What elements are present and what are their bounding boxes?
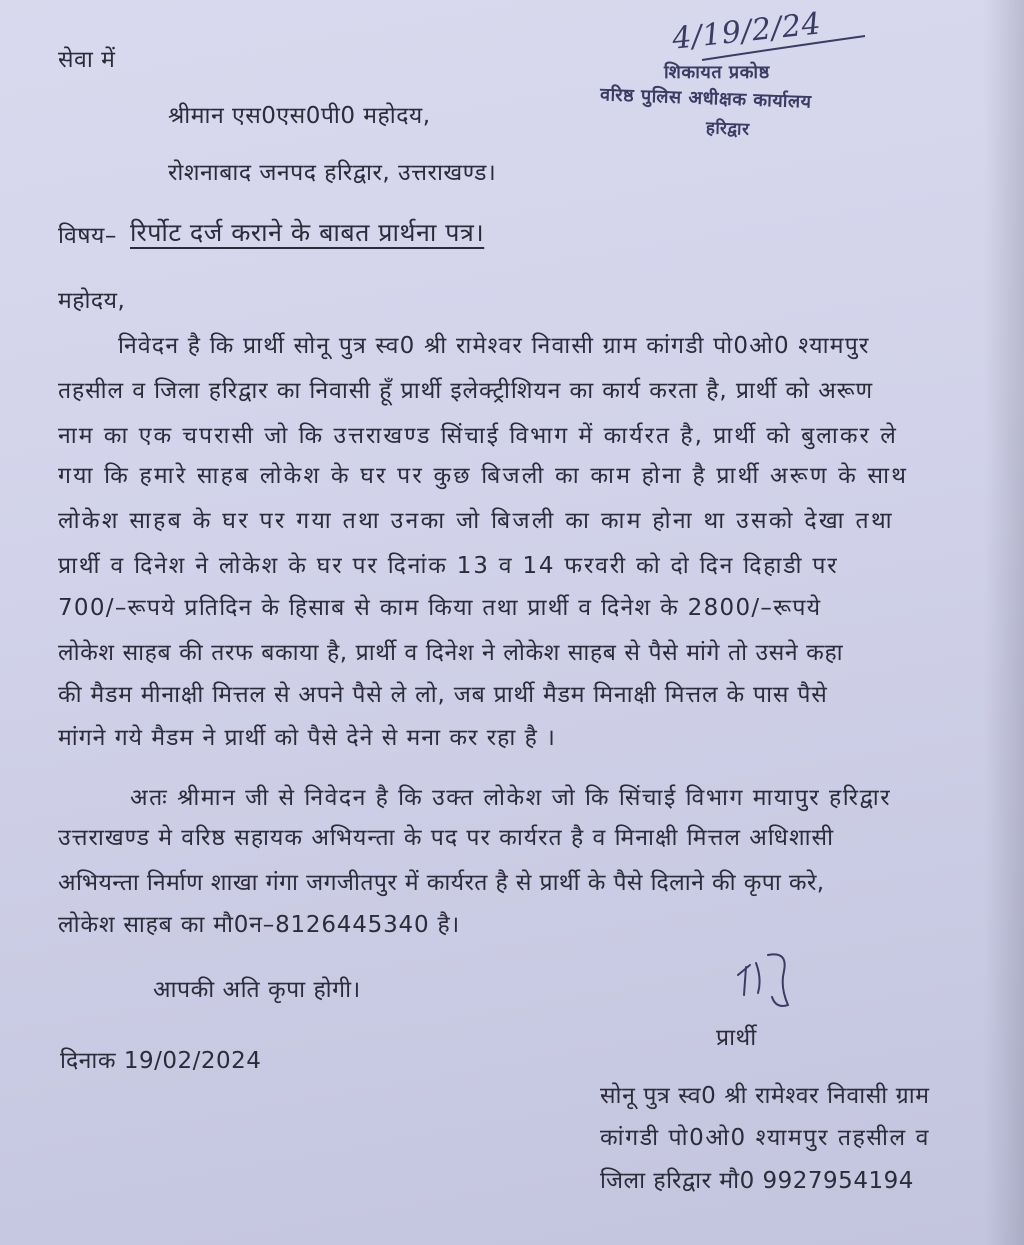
subject-text: रिर्पोट दर्ज कराने के बाबत प्रार्थना पत्र। — [130, 218, 485, 247]
sender-line-3: जिला हरिद्वार मौ0 9927954194 — [600, 1168, 914, 1194]
para1-line-10: मांगने गये मैडम ने प्रार्थी को पैसे देने से मना कर रहा है । — [58, 725, 556, 751]
para1-line-2: तहसील व जिला हरिद्वार का निवासी हूँ प्रार्थी इलेक्ट्रीशियन का कार्य करता है, प्रार्थी को अरूण — [58, 378, 874, 404]
stamp-line-2: वरिष्ठ पुलिस अधीक्षक कार्यालय — [599, 84, 812, 113]
subject-label: विषय– — [58, 223, 117, 249]
para2-line-3: अभियन्ता निर्माण शाखा गंगा जगजीतपुर में कार्यरत है से प्रार्थी के पैसे दिलाने की कृपा करे, — [58, 870, 825, 896]
stamp-line-3: हरिद्वार — [705, 118, 750, 140]
para2-line-1: अतः श्रीमान जी से निवेदन है कि उक्त लोकेश जो कि सिंचाई विभाग मायापुर हरिद्वार — [130, 785, 892, 811]
para1-line-8: लोकेश साहब की तरफ बकाया है, प्रार्थी व दिनेश ने लोकेश साहब से पैसे मांगे तो उसने कहा — [58, 640, 844, 666]
addressee-line-1: श्रीमान एस0एस0पी0 महोदय, — [168, 103, 431, 129]
signer-label: प्रार्थी — [716, 1025, 757, 1051]
closing: आपकी अति कृपा होगी। — [153, 977, 361, 1003]
applicant-signature — [728, 935, 818, 1015]
para1-line-3: नाम का एक चपरासी जो कि उत्तराखण्ड सिंचाई विभाग में कार्यरत है, प्रार्थी को बुलाकर ले — [58, 423, 898, 449]
salutation-to: सेवा में — [58, 47, 116, 73]
date-line: दिनाक 19/02/2024 — [60, 1048, 262, 1074]
para1-line-9: की मैडम मीनाक्षी मित्तल से अपने पैसे ले लो, जब प्रार्थी मैडम मिनाक्षी मित्तल के पास पैसे — [58, 682, 828, 708]
para1-line-5: लोकेश साहब के घर पर गया तथा उनका जो बिजली का काम होना था उसको देखा तथा — [58, 508, 894, 534]
para1-line-6: प्रार्थी व दिनेश ने लोकेश के घर पर दिनांक 13 व 14 फरवरी को दो दिन दिहाडी पर — [58, 553, 839, 579]
para1-line-1: निवेदन है कि प्रार्थी सोनू पुत्र स्व0 श्री रामेश्वर निवासी ग्राम कांगडी पो0ओ0 श्यामपुर — [118, 333, 870, 359]
greeting: महोदय, — [58, 288, 126, 314]
para1-line-7: 700/–रूपये प्रतिदिन के हिसाब से काम किया तथा प्रार्थी व दिनेश के 2800/–रूपये — [58, 595, 822, 621]
paper-shadow — [984, 0, 1024, 1245]
sender-line-2: कांगडी पो0ओ0 श्यामपुर तहसील व — [600, 1125, 930, 1151]
addressee-line-2: रोशनाबाद जनपद हरिद्वार, उत्तराखण्ड। — [168, 160, 497, 186]
para1-line-4: गया कि हमारे साहब लोकेश के घर पर कुछ बिजली का काम होना है प्रार्थी अरूण के साथ — [58, 463, 909, 489]
para2-line-2: उत्तराखण्ड मे वरिष्ठ सहायक अभियन्ता के पद पर कार्यरत है व मिनाक्षी मित्तल अधिशासी — [58, 825, 835, 851]
stamp-line-1: शिकायत प्रकोष्ठ — [664, 62, 770, 83]
stamp-handwritten-date: 4/19/2/24 — [670, 6, 823, 57]
sender-line-1: सोनू पुत्र स्व0 श्री रामेश्वर निवासी ग्राम — [600, 1083, 930, 1109]
para2-line-4: लोकेश साहब का मौ0न–8126445340 है। — [58, 912, 461, 938]
